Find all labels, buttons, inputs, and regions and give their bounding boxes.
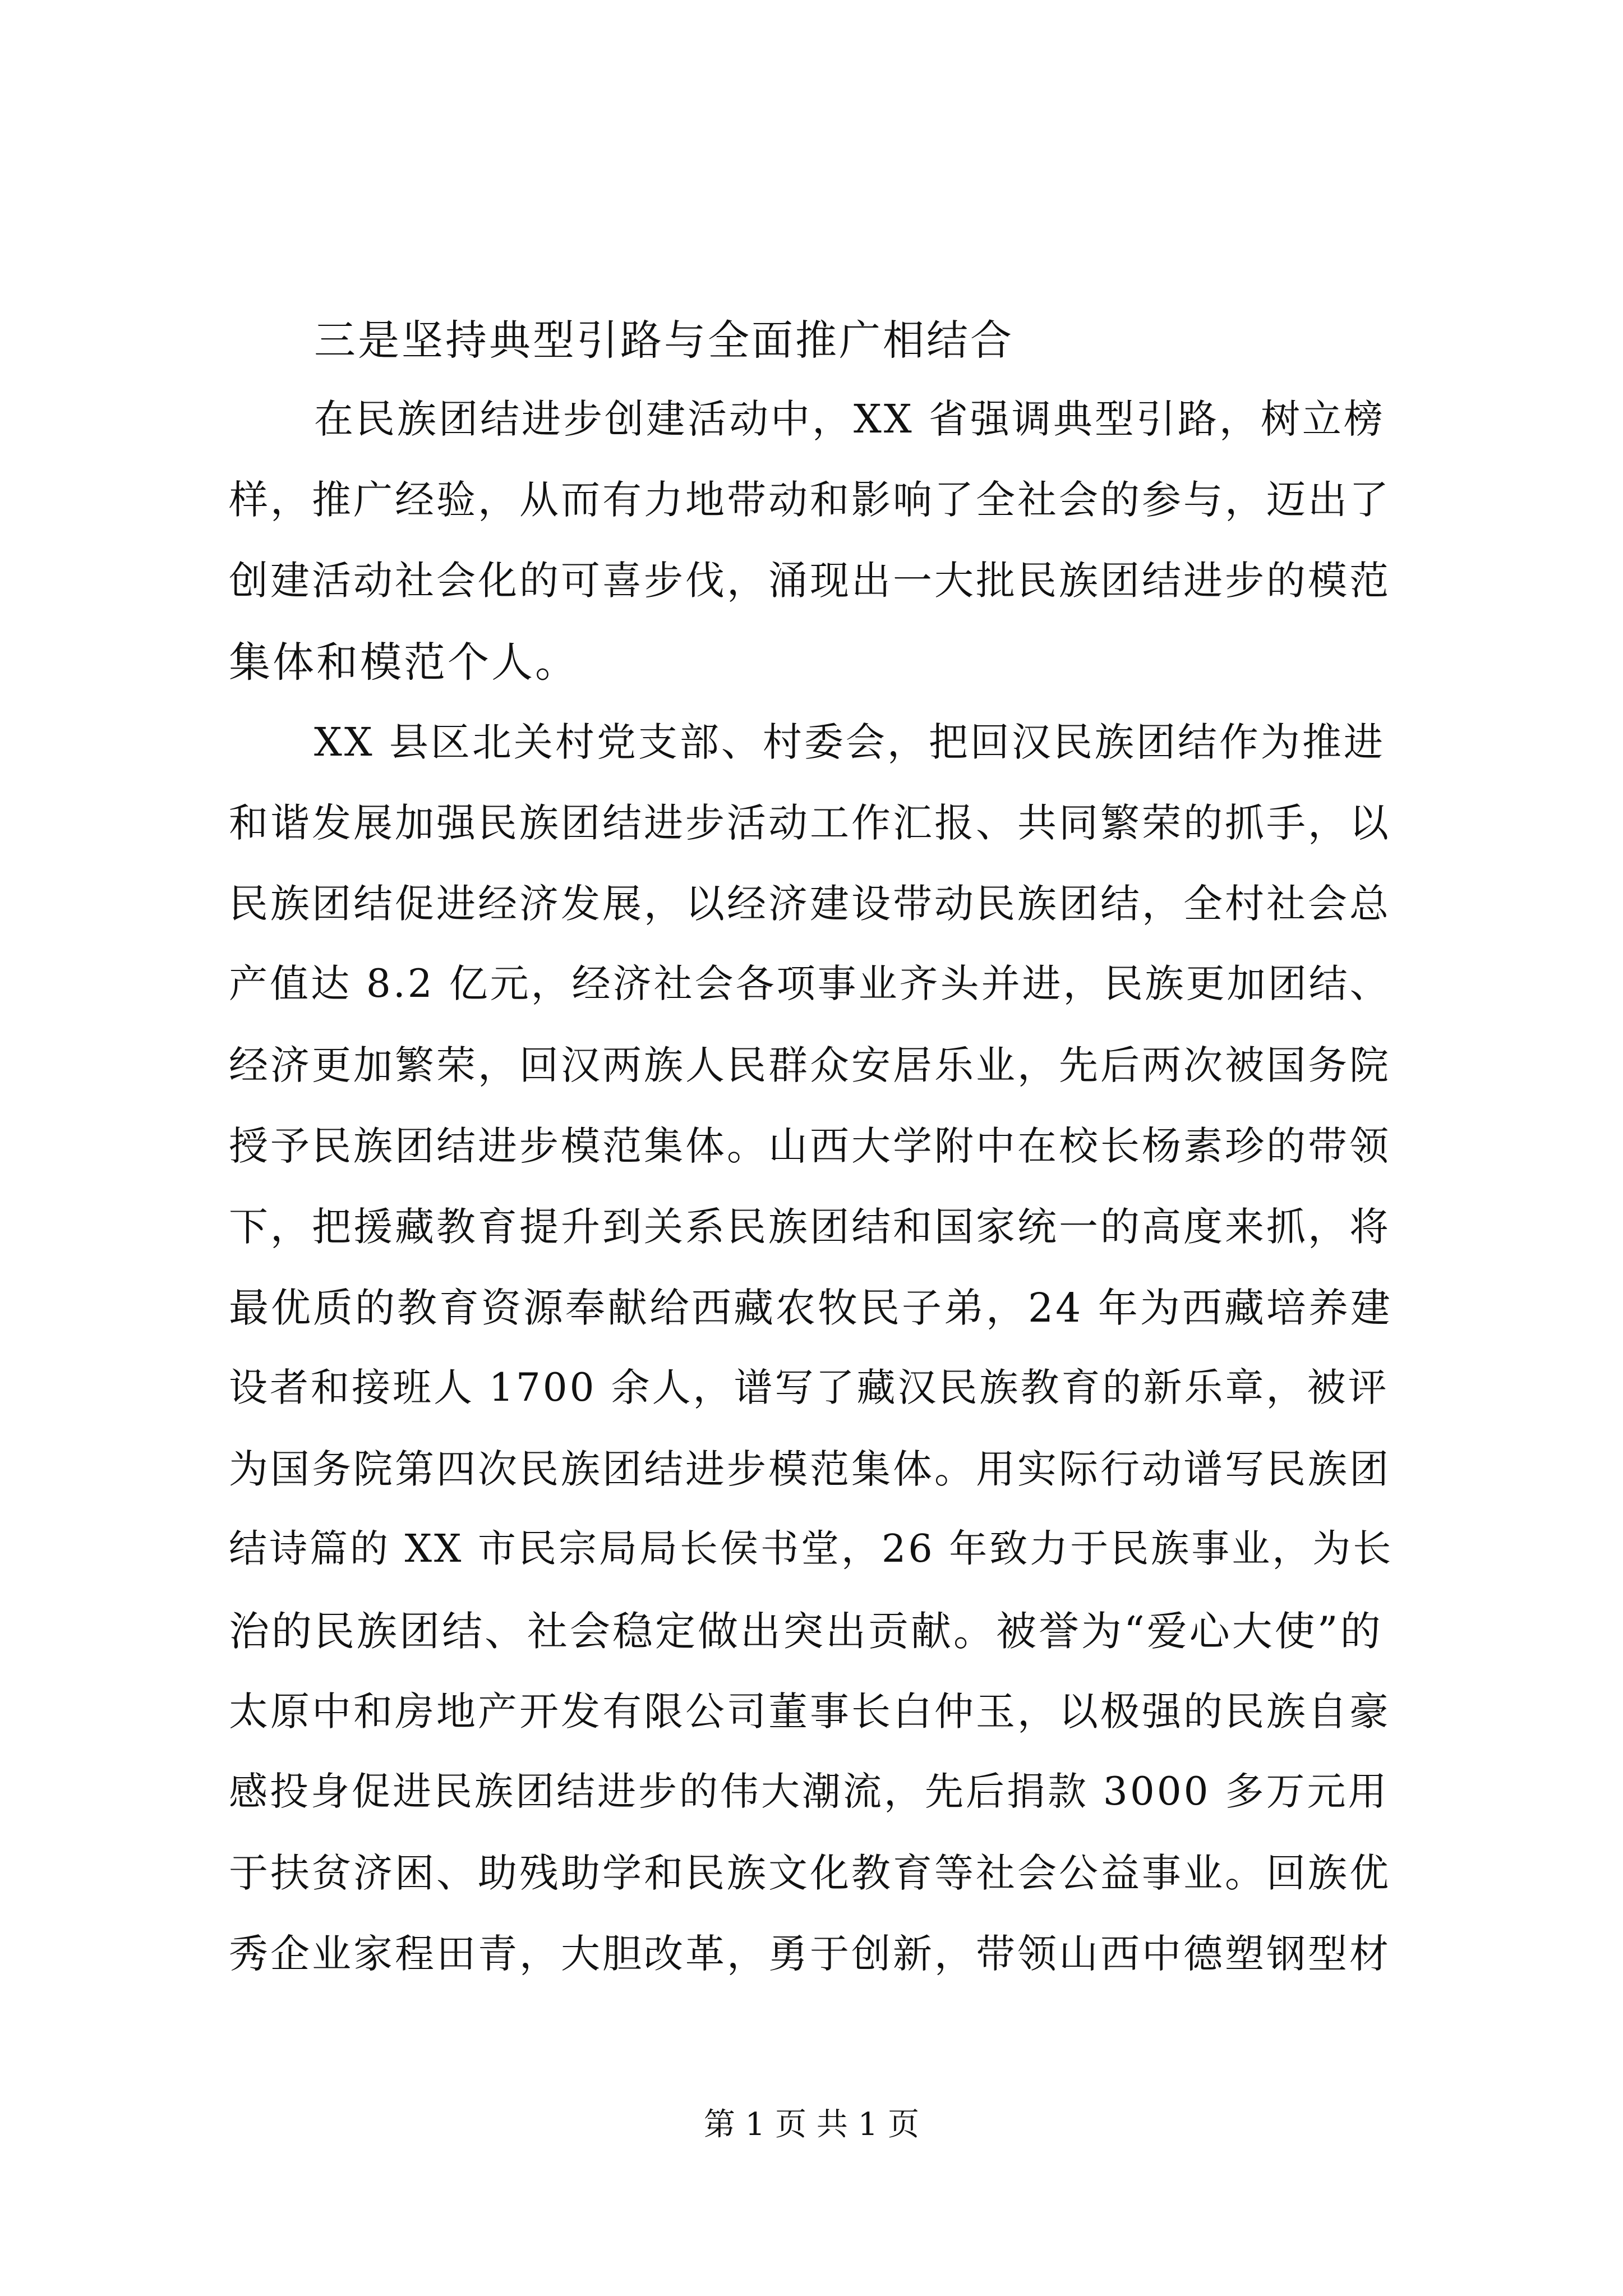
paragraph-line: 集体和模范个人。 bbox=[229, 638, 579, 687]
paragraph-line: 于扶贫济困、助残助学和民族文化教育等社会公益事业。回族优 bbox=[229, 1850, 1391, 1896]
paragraph-line: 设者和接班人 1700 余人，谱写了藏汉民族教育的新乐章，被评 bbox=[229, 1365, 1389, 1410]
paragraph-line: 秀企业家程田青，大胆改革，勇于创新，带领山西中德塑钢型材 bbox=[229, 1931, 1391, 1977]
page-footer: 第 1 页 共 1 页 bbox=[703, 2106, 920, 2143]
paragraph-line: 结诗篇的 XX 市民宗局局长侯书堂，26 年致力于民族事业，为长 bbox=[229, 1527, 1394, 1571]
paragraph-line: 创建活动社会化的可喜步伐，涌现出一大批民族团结进步的模范 bbox=[229, 558, 1391, 604]
section-heading: 三是坚持典型引路与全面推广相结合 bbox=[314, 316, 1014, 365]
paragraph-line: XX 县区北关村党支部、村委会，把回汉民族团结作为推进 bbox=[314, 719, 1385, 765]
paragraph-line: 感投身促进民族团结进步的伟大潮流，先后捐款 3000 多万元用 bbox=[229, 1769, 1389, 1814]
paragraph-line: 样，推广经验，从而有力地带动和影响了全社会的参与，迈出了 bbox=[229, 477, 1391, 523]
paragraph-line: 经济更加繁荣，回汉两族人民群众安居乐业，先后两次被国务院 bbox=[229, 1042, 1391, 1088]
paragraph-line: 在民族团结进步创建活动中，XX 省强调典型引路，树立榜 bbox=[314, 396, 1385, 442]
paragraph-line: 民族团结促进经济发展，以经济建设带动民族团结，全村社会总 bbox=[229, 881, 1391, 927]
paragraph-line: 下，把援藏教育提升到关系民族团结和国家统一的高度来抓，将 bbox=[229, 1204, 1391, 1250]
paragraph-line: 产值达 8.2 亿元，经济社会各项事业齐头并进，民族更加团结、 bbox=[229, 961, 1391, 1006]
paragraph-line: 和谐发展加强民族团结进步活动工作汇报、共同繁荣的抓手，以 bbox=[229, 800, 1391, 846]
paragraph-line: 为国务院第四次民族团结进步模范集体。用实际行动谱写民族团 bbox=[229, 1446, 1391, 1492]
paragraph-line: 治的民族团结、社会稳定做出突出贡献。被誉为“爱心大使”的 bbox=[229, 1608, 1383, 1655]
paragraph-line: 授予民族团结进步模范集体。山西大学附中在校长杨素珍的带领 bbox=[229, 1123, 1391, 1169]
paragraph-line: 最优质的教育资源奉献给西藏农牧民子弟，24 年为西藏培养建 bbox=[229, 1285, 1393, 1331]
paragraph-line: 太原中和房地产开发有限公司董事长白仲玉，以极强的民族自豪 bbox=[229, 1688, 1391, 1734]
